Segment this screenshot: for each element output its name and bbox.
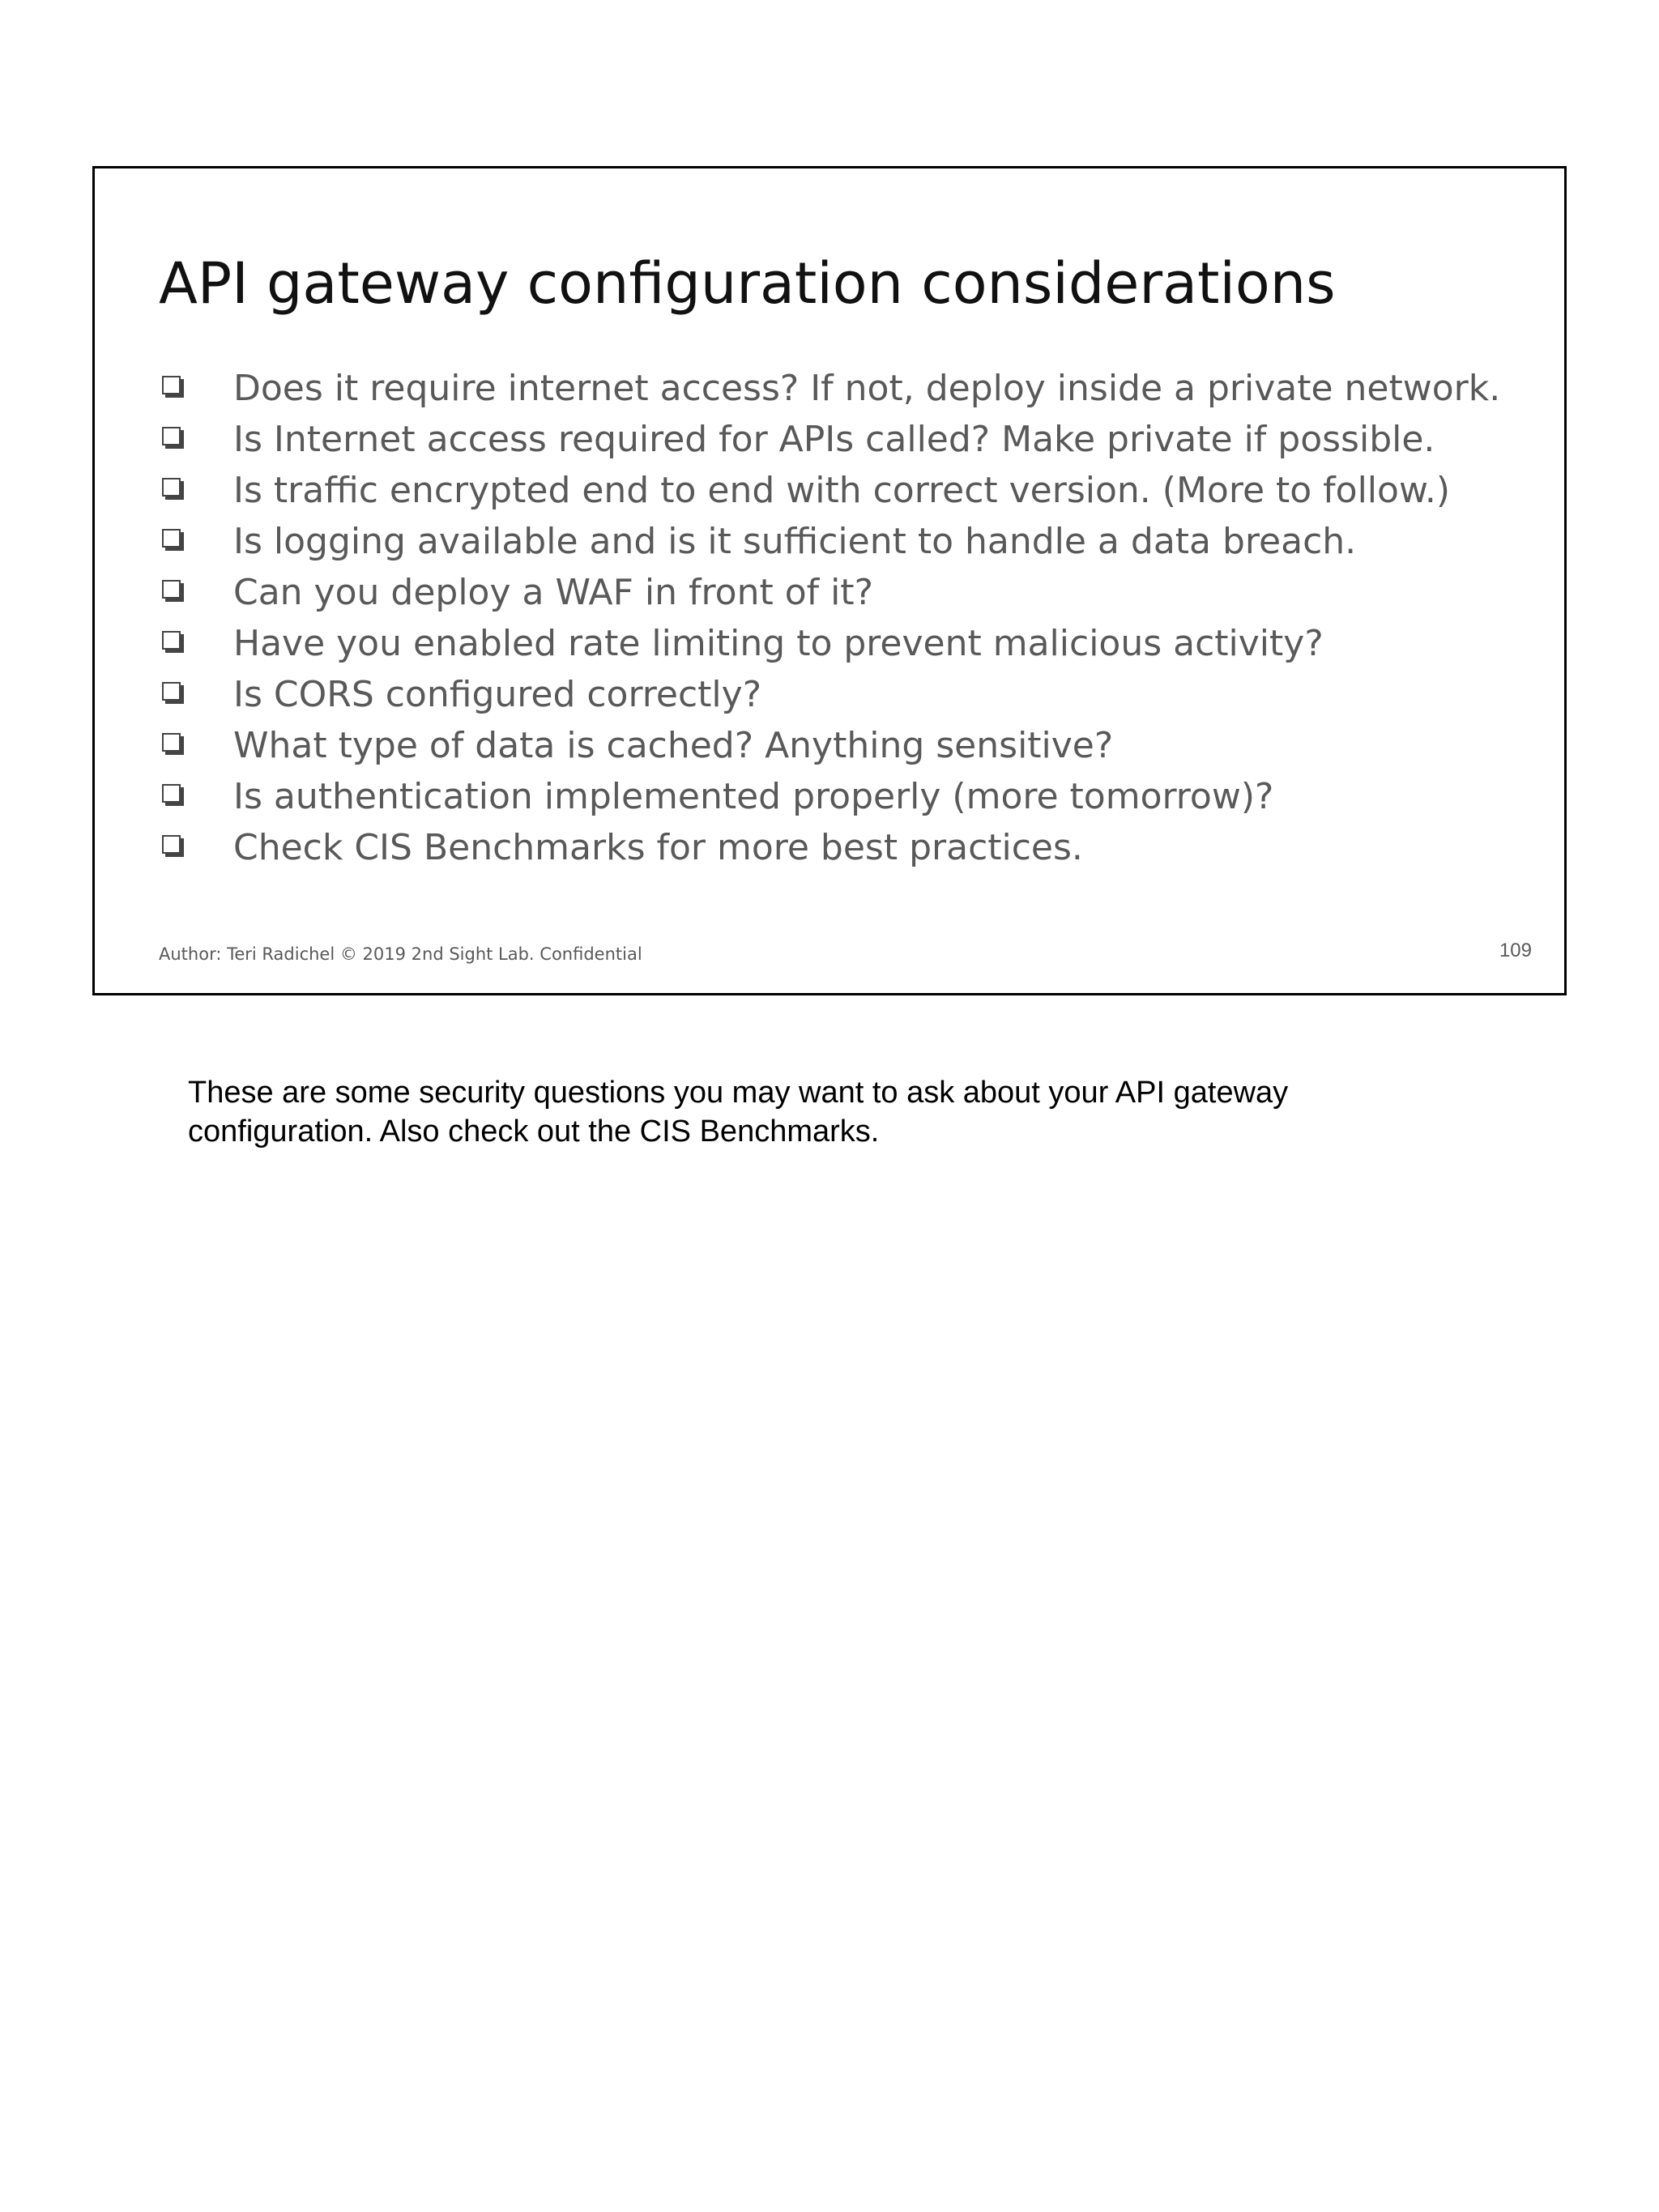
checkbox-icon (159, 465, 188, 516)
list-item-label: Does it require internet access? If not, deploy inside a private network. (233, 368, 1501, 409)
list-item (159, 771, 1500, 822)
list-item-label: Is CORS configured correctly? (233, 674, 762, 715)
checkbox-icon (159, 822, 188, 873)
checkbox-icon (159, 516, 188, 567)
list-item (159, 414, 1500, 465)
list-item (159, 465, 1500, 516)
checklist (159, 363, 1500, 873)
checkbox-icon (159, 363, 188, 414)
slide-title: API gateway configuration considerations (159, 250, 1336, 317)
slide-footer: Author: Teri Radichel © 2019 2nd Sight Lab. Confidential (159, 944, 642, 964)
checkbox-icon (159, 618, 188, 669)
list-item (159, 618, 1500, 669)
list-item (159, 822, 1500, 873)
list-item-label: Check CIS Benchmarks for more best practices. (233, 827, 1083, 868)
list-item-label: Is authentication implemented properly (more tomorrow)? (233, 776, 1274, 817)
list-item-label: Is Internet access required for APIs called? Make private if possible. (233, 419, 1435, 460)
list-item (159, 720, 1500, 771)
list-item (159, 567, 1500, 618)
slide-page-number: 109 (1499, 940, 1532, 961)
list-item-label: Have you enabled rate limiting to prevent malicious activity? (233, 623, 1324, 664)
checkbox-icon (159, 567, 188, 618)
checkbox-icon (159, 720, 188, 771)
list-item (159, 363, 1500, 414)
list-item (159, 669, 1500, 720)
speaker-notes-line: These are some security questions you may want to ask about your API gateway (188, 1076, 1289, 1110)
checkbox-icon (159, 771, 188, 822)
list-item-label: What type of data is cached? Anything sensitive? (233, 725, 1114, 766)
list-item-label: Is traffic encrypted end to end with correct version. (More to follow.) (233, 470, 1451, 511)
slide (92, 166, 1567, 995)
checkbox-icon (159, 669, 188, 720)
list-item (159, 516, 1500, 567)
list-item-label: Is logging available and is it sufficient to handle a data breach. (233, 521, 1357, 562)
list-item-label: Can you deploy a WAF in front of it? (233, 572, 873, 613)
speaker-notes (188, 1073, 1484, 1152)
speaker-notes-line: configuration. Also check out the CIS Benchmarks. (188, 1115, 880, 1149)
checkbox-icon (159, 414, 188, 465)
